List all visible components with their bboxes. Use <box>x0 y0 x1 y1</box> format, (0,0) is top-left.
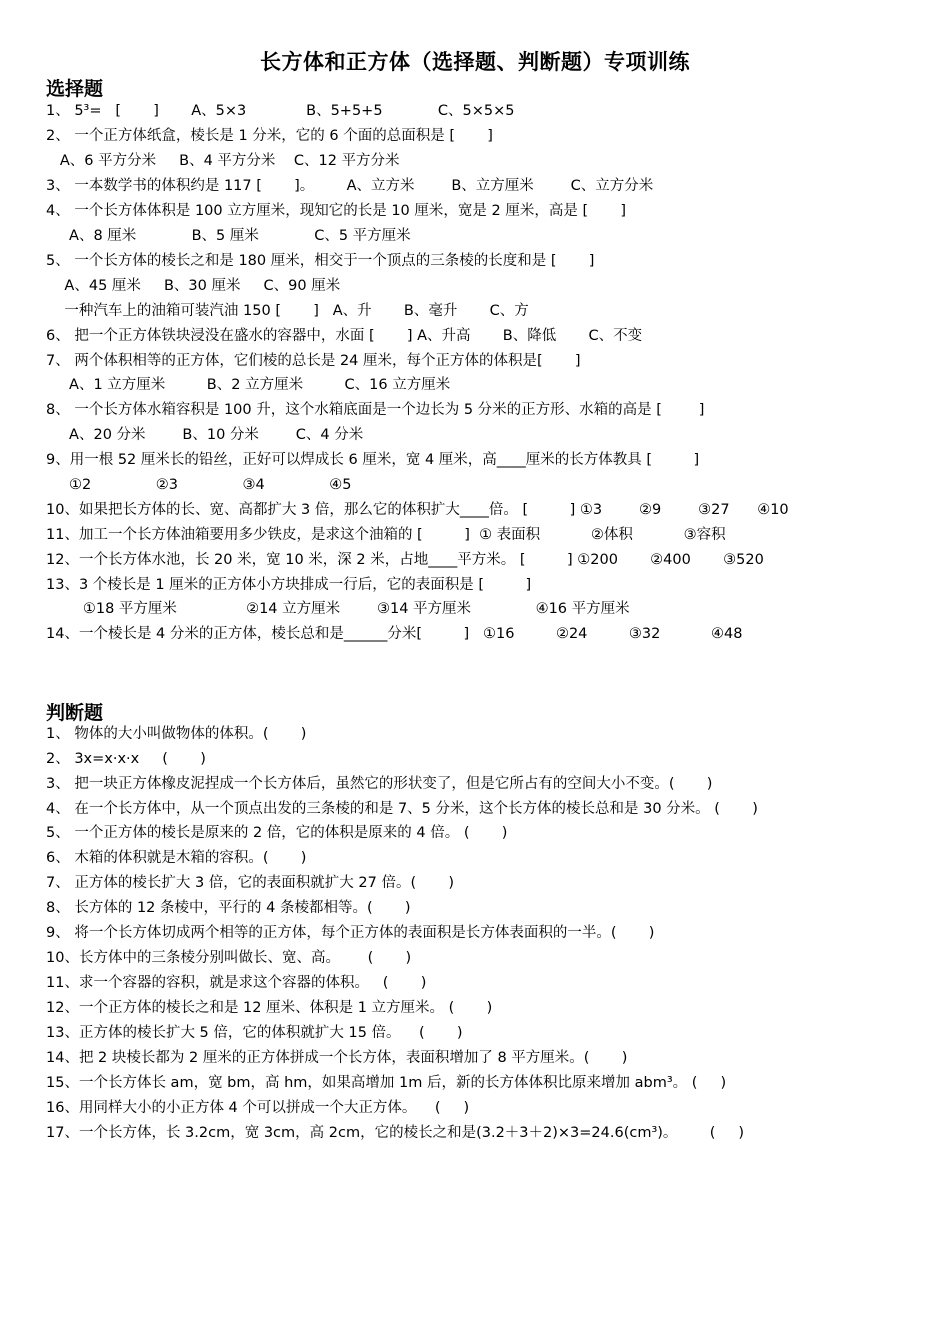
choice-line: 一种汽车上的油箱可装汽油 150 [ ] A、升 B、毫升 C、方 <box>46 303 529 319</box>
choice-line: 9、用一根 52 厘米长的铅丝，正好可以焊成长 6 厘米，宽 4 厘米，高____厘米的长方体教具 [ ] <box>46 452 700 468</box>
choice-line: A、45 厘米 B、30 厘米 C、90 厘米 <box>46 278 341 294</box>
choice-section-heading: 选择题 <box>46 78 104 100</box>
judge-section-heading: 判断题 <box>46 702 104 724</box>
choice-line: ①2 ②3 ③4 ④5 <box>46 477 352 493</box>
judge-line: 6、 木箱的体积就是木箱的容积。( ) <box>46 850 307 866</box>
choice-line: 7、 两个体积相等的正方体，它们棱的总长是 24 厘米，每个正方体的体积是[ ] <box>46 353 581 369</box>
choice-line: ①18 平方厘米 ②14 立方厘米 ③14 平方厘米 ④16 平方厘米 <box>46 601 630 617</box>
choice-line: 2、 一个正方体纸盒，棱长是 1 分米，它的 6 个面的总面积是 [ ] <box>46 128 493 144</box>
judge-line: 12、一个正方体的棱长之和是 12 厘米、体积是 1 立方厘米。 ( ) <box>46 1000 493 1016</box>
choice-line: 5、 一个长方体的棱长之和是 180 厘米，相交于一个顶点的三条棱的长度和是 [ ] <box>46 253 595 269</box>
choice-line: 14、一个棱长是 4 分米的正方体，棱长总和是______分米[ ] ①16 ②24 ③32 ④48 <box>46 626 743 642</box>
judge-line: 7、 正方体的棱长扩大 3 倍，它的表面积就扩大 27 倍。( ) <box>46 875 455 891</box>
judge-line: 17、一个长方体，长 3.2cm，宽 3cm，高 2cm，它的棱长之和是(3.2＋3＋2)×3=24.6(cm³)。 ( ) <box>46 1125 745 1141</box>
judge-line: 3、 把一块正方体橡皮泥捏成一个长方体后，虽然它的形状变了，但是它所占有的空间大小不变。( ) <box>46 776 713 792</box>
judge-line: 16、用同样大小的小正方体 4 个可以拼成一个大正方体。 ( ) <box>46 1100 470 1116</box>
choice-line: 12、一个长方体水池，长 20 米，宽 10 米，深 2 米，占地____平方米。 [ ] ①200 ②400 ③520 <box>46 552 764 568</box>
choice-line: 11、加工一个长方体油箱要用多少铁皮，是求这个油箱的 [ ] ① 表面积 ②体积 ③容积 <box>46 527 726 543</box>
choice-line: 4、 一个长方体体积是 100 立方厘米，现知它的长是 10 厘米，宽是 2 厘米，高是 [ ] <box>46 203 627 219</box>
judge-line: 10、长方体中的三条棱分别叫做长、宽、高。 ( ) <box>46 950 412 966</box>
choice-line: 8、 一个长方体水箱容积是 100 升，这个水箱底面是一个边长为 5 分米的正方形、水箱的高是 [ ] <box>46 402 705 418</box>
choice-line: 1、 5³= [ ] A、5×3 B、5+5+5 C、5×5×5 <box>46 103 515 119</box>
choice-line: A、1 立方厘米 B、2 立方厘米 C、16 立方厘米 <box>46 377 451 393</box>
choice-line: 13、3 个棱长是 1 厘米的正方体小方块排成一行后，它的表面积是 [ ] <box>46 577 532 593</box>
choice-line: A、20 分米 B、10 分米 C、4 分米 <box>46 427 364 443</box>
judge-line: 4、 在一个长方体中，从一个顶点出发的三条棱的和是 7、5 分米，这个长方体的棱长总和是 30 分米。 ( ) <box>46 801 758 817</box>
choice-line: A、6 平方分米 B、4 平方分米 C、12 平方分米 <box>46 153 400 169</box>
choice-line: 10、如果把长方体的长、宽、高都扩大 3 倍，那么它的体积扩大____倍。 [ ] ①3 ②9 ③27 ④10 <box>46 502 789 518</box>
judge-line: 8、 长方体的 12 条棱中，平行的 4 条棱都相等。( ) <box>46 900 411 916</box>
judge-line: 9、 将一个长方体切成两个相等的正方体，每个正方体的表面积是长方体表面积的一半。( ) <box>46 925 655 941</box>
judge-line: 11、求一个容器的容积，就是求这个容器的体积。 ( ) <box>46 975 427 991</box>
judge-line: 1、 物体的大小叫做物体的体积。( ) <box>46 726 307 742</box>
page-title: 长方体和正方体（选择题、判断题）专项训练 <box>260 50 690 74</box>
choice-line: A、8 厘米 B、5 厘米 C、5 平方厘米 <box>46 228 411 244</box>
choice-line: 3、 一本数学书的体积约是 117 [ ]。 A、立方米 B、立方厘米 C、立方分米 <box>46 178 654 194</box>
judge-line: 14、把 2 块棱长都为 2 厘米的正方体拼成一个长方体，表面积增加了 8 平方厘米。( ) <box>46 1050 628 1066</box>
judge-line: 2、 3x=x·x·x ( ) <box>46 751 206 767</box>
judge-line: 5、 一个正方体的棱长是原来的 2 倍，它的体积是原来的 4 倍。 ( ) <box>46 825 508 841</box>
choice-line: 6、 把一个正方体铁块浸没在盛水的容器中，水面 [ ] A、升高 B、降低 C、不变 <box>46 328 643 344</box>
judge-line: 13、正方体的棱长扩大 5 倍，它的体积就扩大 15 倍。 ( ) <box>46 1025 463 1041</box>
judge-line: 15、一个长方体长 am，宽 bm，高 hm，如果高增加 1m 后，新的长方体体积比原来增加 abm³。 ( ) <box>46 1075 727 1091</box>
